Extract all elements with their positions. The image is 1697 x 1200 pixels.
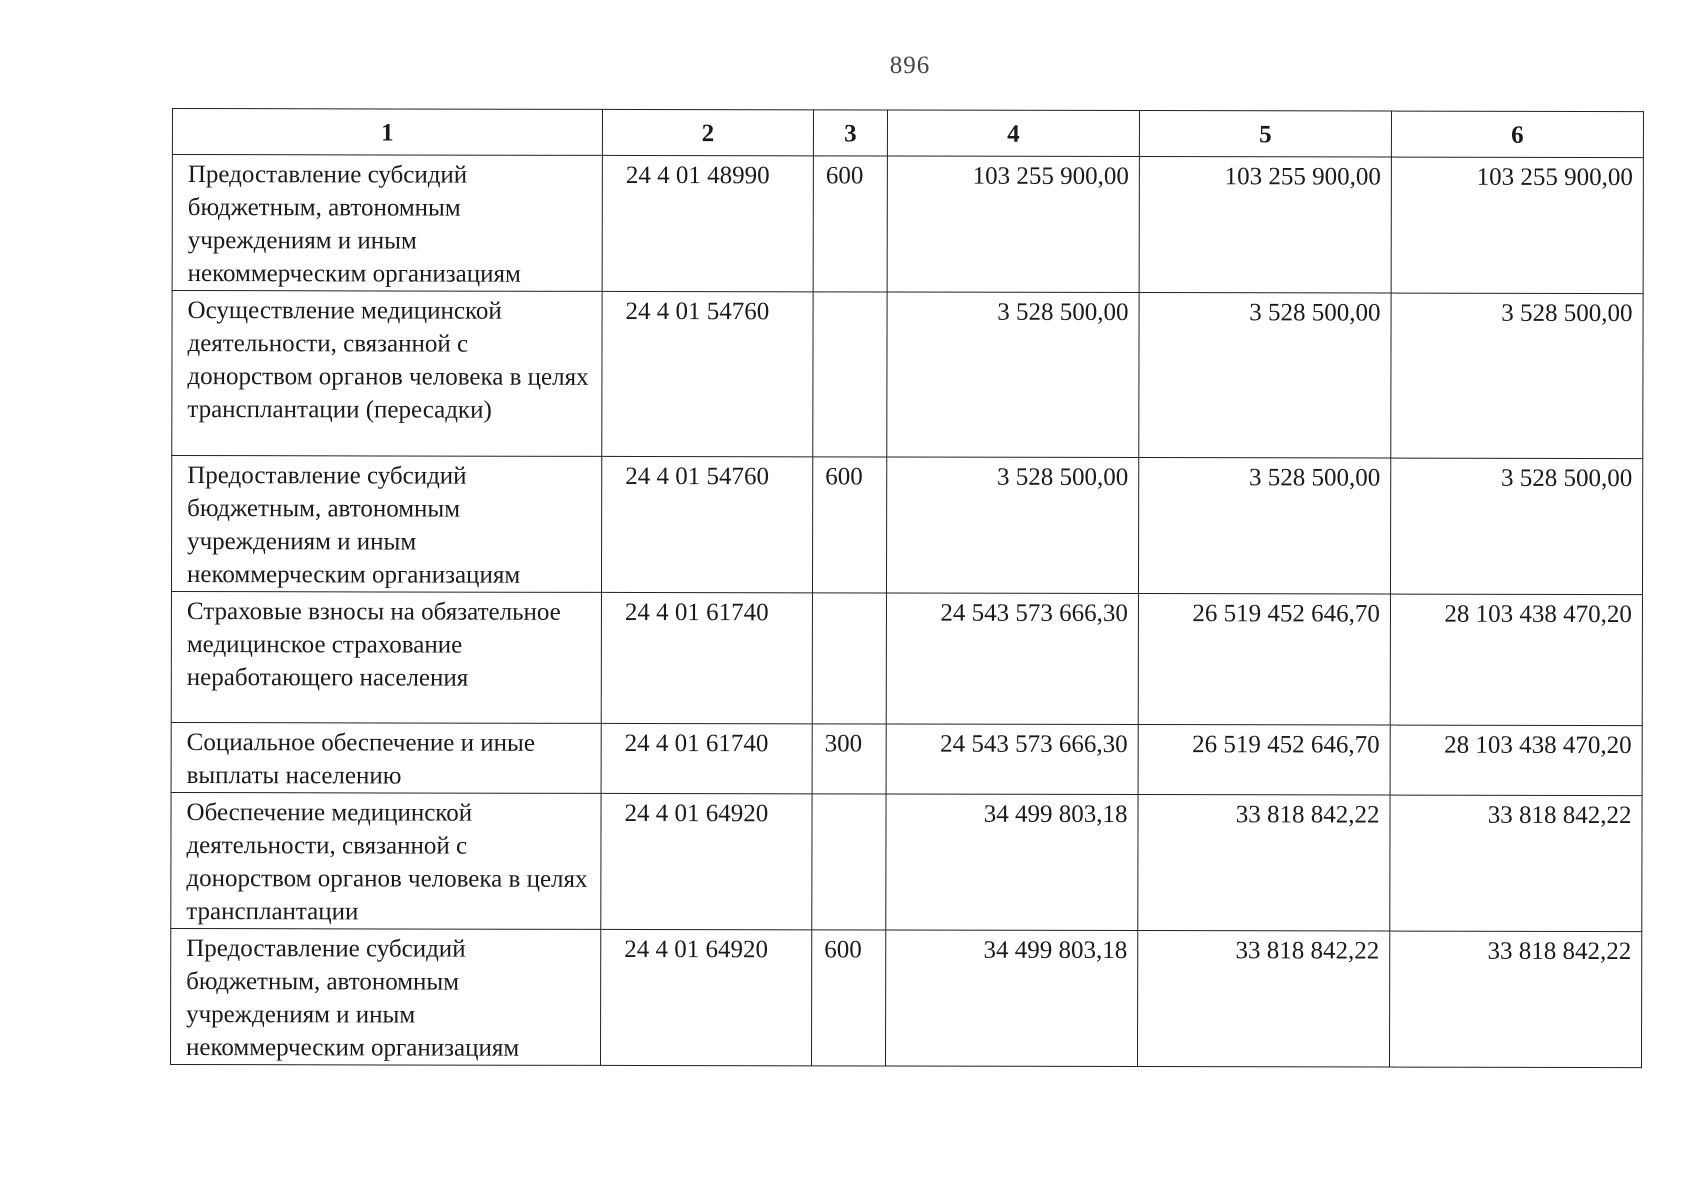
row-amount-year1: 3 528 500,00: [887, 292, 1139, 458]
row-name: Предоставление субсидий бюджетным, автономным учреждениям и иным некоммерческим организациям: [171, 456, 601, 593]
row-amount-year3: 33 818 842,22: [1389, 931, 1641, 1068]
column-header-1: 1: [172, 109, 602, 156]
row-amount-year3: 33 818 842,22: [1390, 795, 1642, 932]
row-target-code: 24 4 01 61740: [601, 723, 812, 793]
row-name: Страховые взносы на обязательное медицинское страхование неработающего населения: [171, 592, 601, 724]
column-header-5: 5: [1139, 111, 1391, 158]
row-amount-year2: 33 818 842,22: [1137, 931, 1389, 1068]
row-name: Осуществление медицинской деятельности, связанной с донорством органов человека в целях трансплантации (пересадки): [172, 291, 602, 457]
budget-table: [170, 108, 1644, 1068]
row-expense-type: [813, 292, 887, 457]
row-amount-year2: 26 519 452 646,70: [1138, 725, 1390, 796]
row-amount-year1: 34 499 803,18: [886, 794, 1138, 931]
row-expense-type: 600: [812, 457, 886, 593]
row-amount-year1: 24 543 573 666,30: [886, 724, 1138, 795]
table-row: [172, 155, 1643, 294]
row-target-code: 24 4 01 48990: [602, 155, 813, 291]
row-target-code: 24 4 01 64920: [600, 929, 811, 1065]
row-amount-year1: 34 499 803,18: [885, 930, 1137, 1067]
row-name: Обеспечение медицинской деятельности, связанной с донорством органов человека в целях трансплантации: [171, 792, 601, 929]
row-expense-type: [812, 794, 886, 930]
column-header-2: 2: [602, 109, 813, 155]
row-target-code: 24 4 01 61740: [601, 592, 812, 723]
row-name: Социальное обеспечение и иные выплаты населению: [171, 722, 601, 793]
row-target-code: 24 4 01 64920: [601, 793, 812, 929]
column-header-4: 4: [887, 110, 1139, 157]
page-number: 896: [889, 52, 931, 79]
row-amount-year1: 103 255 900,00: [887, 156, 1139, 293]
table-row: [171, 792, 1642, 931]
row-amount-year3: 28 103 438 470,20: [1390, 725, 1642, 796]
row-amount-year3: 3 528 500,00: [1390, 458, 1642, 595]
table-header-row: [172, 109, 1643, 158]
row-name: Предоставление субсидий бюджетным, автономным учреждениям и иным некоммерческим организациям: [172, 155, 602, 292]
column-header-6: 6: [1391, 111, 1643, 158]
row-target-code: 24 4 01 54760: [602, 291, 813, 456]
row-amount-year1: 3 528 500,00: [886, 457, 1138, 594]
row-amount-year2: 26 519 452 646,70: [1138, 594, 1390, 726]
table-row: [171, 592, 1642, 726]
row-amount-year2: 3 528 500,00: [1138, 458, 1390, 595]
row-name: Предоставление субсидий бюджетным, автономным учреждениям и иным некоммерческим организациям: [170, 928, 600, 1065]
row-amount-year1: 24 543 573 666,30: [886, 593, 1138, 725]
row-target-code: 24 4 01 54760: [601, 456, 812, 592]
row-amount-year3: 28 103 438 470,20: [1390, 594, 1642, 726]
table-row: [171, 456, 1642, 595]
table-row: [171, 722, 1642, 795]
row-expense-type: 600: [813, 156, 887, 292]
row-expense-type: [812, 593, 886, 724]
table-row: [170, 928, 1641, 1067]
row-amount-year3: 3 528 500,00: [1391, 293, 1643, 459]
row-amount-year3: 103 255 900,00: [1391, 157, 1643, 294]
row-amount-year2: 103 255 900,00: [1139, 157, 1391, 294]
row-amount-year2: 33 818 842,22: [1138, 795, 1390, 932]
row-expense-type: 600: [811, 930, 885, 1066]
table-row: [172, 291, 1643, 459]
row-expense-type: 300: [812, 724, 886, 794]
column-header-3: 3: [813, 110, 887, 156]
row-amount-year2: 3 528 500,00: [1139, 293, 1391, 459]
